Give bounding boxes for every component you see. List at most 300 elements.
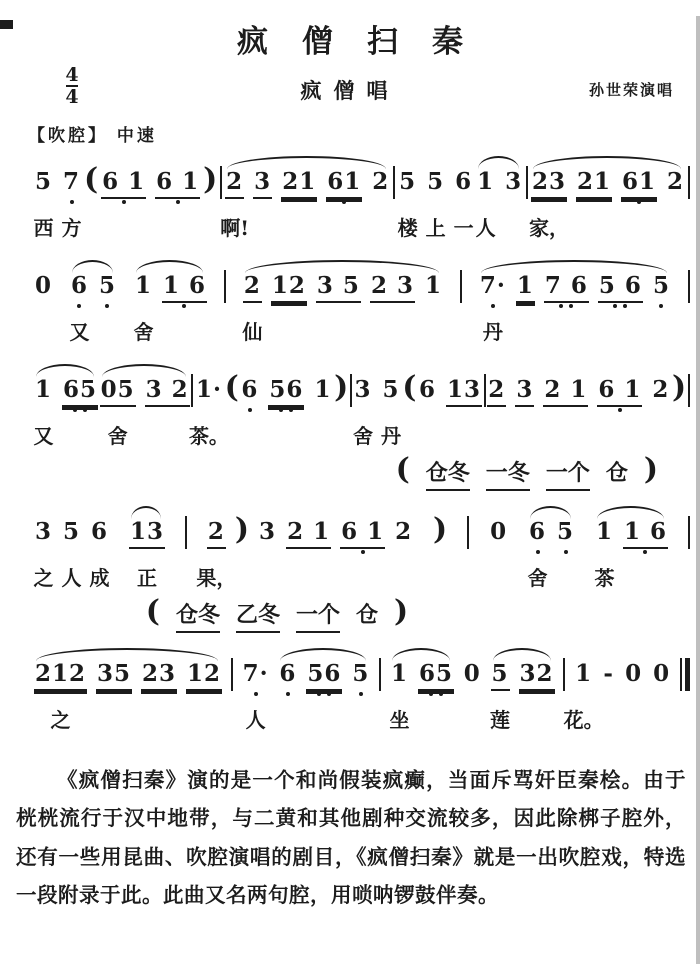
- note: [652, 273, 671, 303]
- note: [446, 377, 482, 407]
- note-value: 2: [372, 168, 390, 195]
- octave-dot: [279, 408, 283, 412]
- note: [519, 661, 555, 691]
- note-group: [185, 519, 187, 549]
- note-value: 6 1: [597, 377, 642, 407]
- note-group: [402, 370, 417, 405]
- octave-dots: [652, 304, 671, 308]
- lyric: 西: [33, 216, 54, 240]
- note: [326, 169, 362, 199]
- lyric: 舍: [107, 424, 128, 448]
- slur-group: [129, 518, 165, 590]
- octave-dot: [77, 304, 81, 308]
- note-value: 3: [35, 518, 53, 545]
- octave-dot: [491, 304, 495, 308]
- octave-dots: [278, 692, 297, 696]
- octave-dots: [544, 304, 589, 308]
- note: [475, 168, 496, 240]
- octave-dots: [528, 550, 547, 554]
- note: [389, 660, 410, 732]
- slur-group: [529, 168, 685, 240]
- octave-dots: [621, 200, 657, 204]
- octave-dots: [101, 200, 146, 204]
- note-value: 0: [490, 518, 508, 545]
- music-system: [0, 258, 694, 349]
- note: [133, 272, 154, 344]
- slur-group: [33, 376, 98, 448]
- note-group: [688, 377, 690, 407]
- note-group: [231, 661, 233, 691]
- octave-dot: [70, 200, 74, 204]
- note: [594, 518, 615, 590]
- note: [563, 660, 604, 732]
- note-group: [489, 519, 508, 549]
- lyric: 舍: [133, 320, 154, 344]
- slur-group: [527, 518, 575, 590]
- slur-group: [242, 272, 443, 344]
- note: [69, 272, 90, 344]
- octave-dot: [559, 304, 563, 308]
- barline: [526, 166, 528, 199]
- lyric: 茶。: [188, 424, 229, 448]
- note: [602, 661, 615, 691]
- note-group: [460, 273, 462, 303]
- barline: [379, 658, 381, 691]
- note-group: [83, 162, 99, 197]
- parenthesis: (: [395, 452, 410, 487]
- note: [33, 168, 54, 240]
- octave-dot: [359, 692, 363, 696]
- time-signature-top: 4: [65, 64, 79, 86]
- note-group: [433, 512, 448, 547]
- slur-group: [69, 272, 117, 344]
- note-value: 7: [63, 168, 81, 195]
- octave-dot: [342, 200, 346, 204]
- barline: [191, 374, 193, 407]
- note-value: 1: [424, 272, 442, 299]
- score-meta: [0, 64, 700, 121]
- note-value: 5: [352, 660, 370, 687]
- note-group: [688, 519, 690, 549]
- lyric: 丹: [482, 320, 503, 344]
- note: [624, 661, 643, 691]
- mode-tempo-label: 【吹腔】 中速: [28, 126, 157, 146]
- percussion-syllable: 一冬: [486, 456, 530, 491]
- note: [597, 377, 642, 407]
- note: [145, 377, 190, 407]
- note-row: [0, 258, 694, 349]
- music-system: [0, 504, 694, 633]
- note: [424, 273, 443, 303]
- note-value: 1: [390, 660, 408, 687]
- octave-dot: [643, 550, 647, 554]
- note-value: 212: [34, 661, 87, 691]
- note-value: 7·: [479, 272, 506, 299]
- note-value: 5: [382, 376, 400, 403]
- note-group: [418, 377, 482, 407]
- octave-dot: [429, 692, 433, 696]
- time-signature-bottom: 4: [65, 86, 79, 108]
- note: [186, 661, 222, 691]
- octave-dots: [418, 692, 454, 696]
- note: [188, 376, 229, 448]
- percussion-syllable: 仓: [355, 602, 378, 628]
- note: [268, 377, 304, 407]
- lyric: 人: [475, 216, 496, 240]
- note: [490, 660, 511, 732]
- note: [515, 377, 534, 407]
- note-value: 05: [100, 377, 136, 407]
- note-group: [334, 370, 349, 405]
- note-group: [353, 376, 402, 448]
- slur-group: [100, 376, 190, 448]
- octave-dot: [361, 550, 365, 554]
- parenthesis: ): [643, 452, 659, 487]
- note-group: [563, 660, 671, 732]
- octave-dots: [70, 304, 89, 308]
- octave-dots: [597, 408, 642, 412]
- note-value: 56: [268, 377, 304, 407]
- performer-credit: 孙世荣演唱: [588, 81, 674, 99]
- note-value: 12: [271, 273, 307, 303]
- note: [487, 377, 506, 407]
- note-value: 2: [667, 168, 685, 195]
- note: [313, 377, 332, 407]
- note: [351, 661, 370, 691]
- percussion-syllable: 仓冬: [176, 598, 220, 633]
- slur-group: [278, 661, 370, 691]
- note: [371, 169, 390, 199]
- note-value: 1 6: [623, 519, 668, 549]
- note-value: 0: [625, 660, 643, 687]
- percussion-syllable: 仓冬: [426, 456, 470, 491]
- lyric: 正: [136, 566, 157, 590]
- note-value: 2: [487, 377, 506, 407]
- note-value: -: [603, 660, 614, 687]
- lyric: 一: [453, 216, 474, 240]
- note: [316, 273, 361, 303]
- note-value: 65: [62, 377, 98, 407]
- percussion-syllable: 乙冬: [236, 598, 280, 633]
- note-value: 1: [134, 272, 152, 299]
- note-value: 35: [96, 661, 132, 691]
- note: [576, 169, 612, 199]
- note: [33, 518, 54, 590]
- note: [141, 661, 177, 691]
- note-row: [0, 154, 694, 245]
- note: [418, 661, 454, 691]
- note-value: 1: [516, 273, 535, 303]
- note: [394, 519, 413, 549]
- note-value: 6 1: [101, 169, 146, 199]
- note-value: 1: [314, 376, 332, 403]
- note: [340, 519, 385, 549]
- note-value: 2: [395, 518, 413, 545]
- note-group: [224, 370, 239, 405]
- note: [281, 169, 317, 199]
- barline: [688, 270, 690, 303]
- parenthesis: ): [672, 370, 687, 405]
- octave-dot: [122, 200, 126, 204]
- lyric: 花。: [563, 708, 604, 732]
- scan-edge: [696, 16, 700, 964]
- note-value: 6: [455, 168, 473, 195]
- note: [96, 661, 132, 691]
- note-value: 5: [399, 168, 417, 195]
- lyric: 又: [33, 424, 54, 448]
- note-group: [242, 660, 270, 732]
- note: [381, 376, 402, 448]
- note-group: [196, 512, 413, 590]
- note: [271, 273, 307, 303]
- lyric: 之: [33, 566, 54, 590]
- barline: [688, 374, 690, 407]
- note-group: [467, 519, 469, 549]
- note-value: 6 1: [155, 169, 200, 199]
- lyric: 舍: [527, 566, 548, 590]
- note-group: [220, 169, 222, 199]
- barline: [688, 166, 690, 199]
- parenthesis: ): [394, 594, 409, 629]
- note-value: 3: [354, 376, 372, 403]
- note: [651, 377, 670, 407]
- barline: [393, 166, 395, 199]
- percussion-syllable: 一个: [296, 598, 340, 633]
- note: [621, 169, 657, 199]
- octave-dot: [317, 692, 321, 696]
- note-value: 6: [419, 376, 437, 403]
- note: [504, 169, 523, 199]
- note-value: 3 5: [316, 273, 361, 303]
- note-value: 5: [652, 272, 670, 299]
- note-value: 5: [557, 518, 575, 545]
- note-value: 6: [529, 518, 547, 545]
- note-value: 7 6: [544, 273, 589, 303]
- note-value: 5: [491, 661, 510, 691]
- octave-dots: [598, 304, 643, 308]
- note-value: 1: [595, 518, 613, 545]
- slur-group: [475, 168, 523, 240]
- note: [101, 169, 146, 199]
- note: [129, 518, 165, 590]
- note-group: [203, 162, 218, 197]
- note-value: 3: [505, 168, 523, 195]
- note: [286, 519, 331, 549]
- barline: [460, 270, 462, 303]
- note-value: 2 3: [370, 273, 415, 303]
- note-row: [0, 646, 694, 737]
- percussion-line: [395, 452, 694, 491]
- note: [623, 519, 668, 549]
- lyric: 人: [245, 708, 266, 732]
- note-group: [680, 661, 690, 691]
- lyric: 果，: [196, 566, 237, 590]
- note-value: 5: [35, 168, 53, 195]
- note: [463, 661, 482, 691]
- octave-dots: [268, 408, 304, 412]
- lyric: 方: [61, 216, 82, 240]
- octave-dots: [242, 692, 270, 696]
- note: [397, 168, 418, 240]
- final-barline: [680, 658, 690, 691]
- parenthesis: ): [203, 162, 218, 197]
- note-group: [393, 169, 395, 199]
- lyric: 家，: [529, 216, 569, 240]
- percussion-syllable: 一个: [546, 456, 590, 491]
- note-value: 2: [207, 519, 226, 549]
- octave-dots: [623, 550, 668, 554]
- note-value: 2 1: [543, 377, 588, 407]
- note-value: 5: [427, 168, 445, 195]
- note-value: 2: [243, 273, 262, 303]
- note-group: [101, 169, 200, 199]
- sheet-music-page: [0, 16, 700, 914]
- lyric: 舍: [353, 424, 374, 448]
- note-value: 21: [576, 169, 612, 199]
- lyric: 啊!: [220, 216, 250, 240]
- note: [529, 168, 569, 240]
- octave-dot: [286, 692, 290, 696]
- octave-dot: [623, 304, 627, 308]
- note-value: 32: [519, 661, 555, 691]
- octave-dots: [155, 200, 200, 204]
- note-value: 61: [621, 169, 657, 199]
- note-group: [33, 518, 110, 590]
- note: [353, 376, 374, 448]
- parenthesis: (: [402, 370, 417, 405]
- parenthesis: ): [433, 512, 448, 547]
- note: [100, 376, 136, 448]
- note: [33, 376, 54, 448]
- slur-group: [479, 272, 671, 344]
- note: [242, 272, 263, 344]
- octave-dots: [98, 304, 117, 308]
- barline: [185, 516, 187, 549]
- note-value: 0: [463, 660, 481, 687]
- note: [61, 518, 82, 590]
- note-group: [350, 377, 352, 407]
- note: [489, 519, 508, 549]
- note-group: [463, 661, 482, 691]
- note-value: 6 1: [340, 519, 385, 549]
- barline: [350, 374, 352, 407]
- note-value: 23: [531, 169, 567, 199]
- note: [527, 518, 548, 590]
- score: [0, 154, 700, 737]
- barline: [224, 270, 226, 303]
- lyric: 之: [50, 708, 71, 732]
- note-value: 1 6: [162, 273, 207, 303]
- note-row: [0, 504, 694, 595]
- note-value: 1: [35, 376, 53, 403]
- note: [253, 169, 272, 199]
- page-title: 疯僧扫秦: [237, 24, 497, 60]
- octave-dots: [326, 200, 362, 204]
- note-value: 13: [446, 377, 482, 407]
- octave-dot: [105, 304, 109, 308]
- octave-dots: [306, 692, 342, 696]
- lyric: 茶: [594, 566, 615, 590]
- note-value: 0: [653, 660, 671, 687]
- footnote: 《疯僧扫秦》演的是一个和尚假装疯癫，当面斥骂奸臣秦桧。由于桄桄流行于汉中地带，与二黄和其他剧种交流较多，因此除梆子腔外，还有一些用昆曲、吹腔演唱的剧目，《疯僧扫秦》就是一出吹腔戏，特选一段附录于此。此曲又名两句腔，用唢呐锣鼓伴奏。: [16, 768, 686, 907]
- note-value: 3: [515, 377, 534, 407]
- octave-dot: [569, 304, 573, 308]
- note: [196, 518, 237, 590]
- note-value: 2 1: [286, 519, 331, 549]
- note-value: 12: [186, 661, 222, 691]
- octave-dot: [176, 200, 180, 204]
- music-system: [0, 154, 694, 245]
- slur-group: [34, 660, 222, 732]
- music-system: [0, 362, 694, 491]
- note: [34, 273, 53, 303]
- note-value: 5 6: [598, 273, 643, 303]
- note: [89, 518, 110, 590]
- note-group: [526, 169, 528, 199]
- note: [453, 168, 474, 240]
- note: [556, 519, 575, 549]
- note: [220, 168, 250, 240]
- lyric: 坐: [389, 708, 410, 732]
- percussion-line: [145, 594, 694, 633]
- octave-dot: [613, 304, 617, 308]
- note-value: 2: [225, 169, 244, 199]
- note-value: 6: [241, 376, 259, 403]
- note-value: 6: [279, 660, 297, 687]
- note: [425, 168, 446, 240]
- note-group: [688, 273, 690, 303]
- note-value: 1: [575, 660, 593, 687]
- music-system: [0, 646, 694, 737]
- note-value: 3: [259, 518, 277, 545]
- parenthesis: (: [224, 370, 239, 405]
- note-group: [379, 661, 381, 691]
- scan-artifact: [0, 20, 13, 29]
- note: [34, 660, 87, 732]
- slur-group: [490, 660, 555, 732]
- lyric: 丹: [381, 424, 402, 448]
- note-group: [487, 377, 670, 407]
- note-value: 6: [70, 272, 88, 299]
- barline: [231, 658, 233, 691]
- note-value: 7·: [242, 660, 269, 687]
- slur-group: [389, 660, 454, 732]
- note: [155, 169, 200, 199]
- note-group: [240, 377, 332, 407]
- note: [544, 273, 589, 303]
- note: [278, 661, 297, 691]
- slur-group: [133, 272, 207, 344]
- note-value: 23: [141, 661, 177, 691]
- note-value: 2: [652, 376, 670, 403]
- parenthesis: (: [145, 594, 160, 629]
- note-group: [188, 376, 229, 448]
- note: [598, 273, 643, 303]
- barline: [220, 166, 222, 199]
- note: [240, 377, 259, 407]
- lyric: 人: [61, 566, 82, 590]
- note-group: [397, 168, 474, 240]
- note-value: 0: [35, 272, 53, 299]
- octave-dot: [659, 304, 663, 308]
- note: [652, 661, 671, 691]
- note: [242, 660, 270, 732]
- note-group: [563, 661, 565, 691]
- note-group: [672, 370, 687, 405]
- octave-dot: [83, 408, 87, 412]
- note-value: 6: [91, 518, 109, 545]
- octave-dot: [536, 550, 540, 554]
